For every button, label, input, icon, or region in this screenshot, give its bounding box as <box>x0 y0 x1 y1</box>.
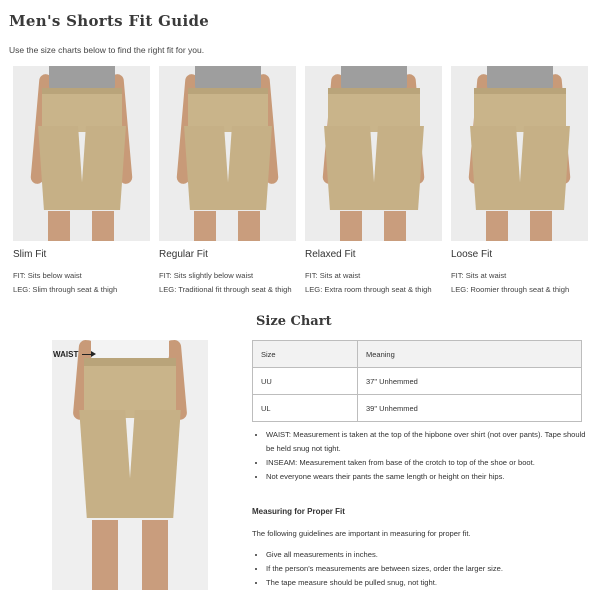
page-subtitle: Use the size charts below to find the right fit for you. <box>9 45 205 55</box>
fit-gallery <box>13 66 589 306</box>
table-header-row <box>253 341 582 368</box>
fit-card-relaxed <box>305 66 442 297</box>
size-cell: UU <box>253 368 358 395</box>
fit-card-slim <box>13 66 150 297</box>
fit-card-loose <box>451 66 588 297</box>
waist-label: WAIST <box>53 350 79 359</box>
fit-description: FIT: Sits below waist <box>13 271 82 280</box>
fit-description: FIT: Sits slightly below waist <box>159 271 254 280</box>
measuring-intro: The following guidelines are important in measuring for proper fit. <box>252 529 471 538</box>
list-item: • Not everyone wears their pants the same length or height on their hips. <box>266 470 596 484</box>
fit-name: Slim Fit <box>13 249 47 260</box>
column-header-meaning: Meaning <box>358 341 582 368</box>
measuring-tips <box>252 548 596 590</box>
fit-description: FIT: Sits at waist <box>451 271 507 280</box>
loose-fit-photo <box>451 66 588 241</box>
table-row <box>253 368 582 395</box>
fit-card-regular <box>159 66 296 297</box>
fit-name: Regular Fit <box>159 249 208 260</box>
list-item: • Give all measurements in inches. <box>266 548 596 562</box>
size-table <box>252 340 582 422</box>
meaning-cell: 37" Unhemmed <box>358 368 582 395</box>
page-title: Men's Shorts Fit Guide <box>9 12 210 30</box>
leg-description: LEG: Traditional fit through seat & thigh <box>159 285 292 294</box>
regular-fit-photo <box>159 66 296 241</box>
list-item: • WAIST: Measurement is taken at the top of the hipbone over shirt (not over pants). Tape should be held snug not tight. <box>266 428 596 456</box>
list-item: • If the person's measurements are between sizes, order the larger size. <box>266 562 596 576</box>
list-item: • INSEAM: Measurement taken from base of the crotch to top of the shoe or boot. <box>266 456 596 470</box>
waist-measure-photo <box>52 340 208 590</box>
fit-name: Relaxed Fit <box>305 249 356 260</box>
column-header-size: Size <box>253 341 358 368</box>
fit-description: FIT: Sits at waist <box>305 271 361 280</box>
table-row <box>253 395 582 422</box>
leg-description: LEG: Slim through seat & thigh <box>13 285 118 294</box>
fit-name: Loose Fit <box>451 249 493 260</box>
list-item: • The tape measure should be pulled snug, not tight. <box>266 576 596 590</box>
leg-description: LEG: Extra room through seat & thigh <box>305 285 432 294</box>
size-cell: UL <box>253 395 358 422</box>
slim-fit-photo <box>13 66 150 241</box>
waist-arrow-icon <box>82 354 94 355</box>
measurement-notes <box>252 428 596 484</box>
size-chart-title: Size Chart <box>256 314 332 329</box>
relaxed-fit-photo <box>305 66 442 241</box>
measuring-heading: Measuring for Proper Fit <box>252 507 345 516</box>
meaning-cell: 39" Unhemmed <box>358 395 582 422</box>
leg-description: LEG: Roomier through seat & thigh <box>451 285 570 294</box>
